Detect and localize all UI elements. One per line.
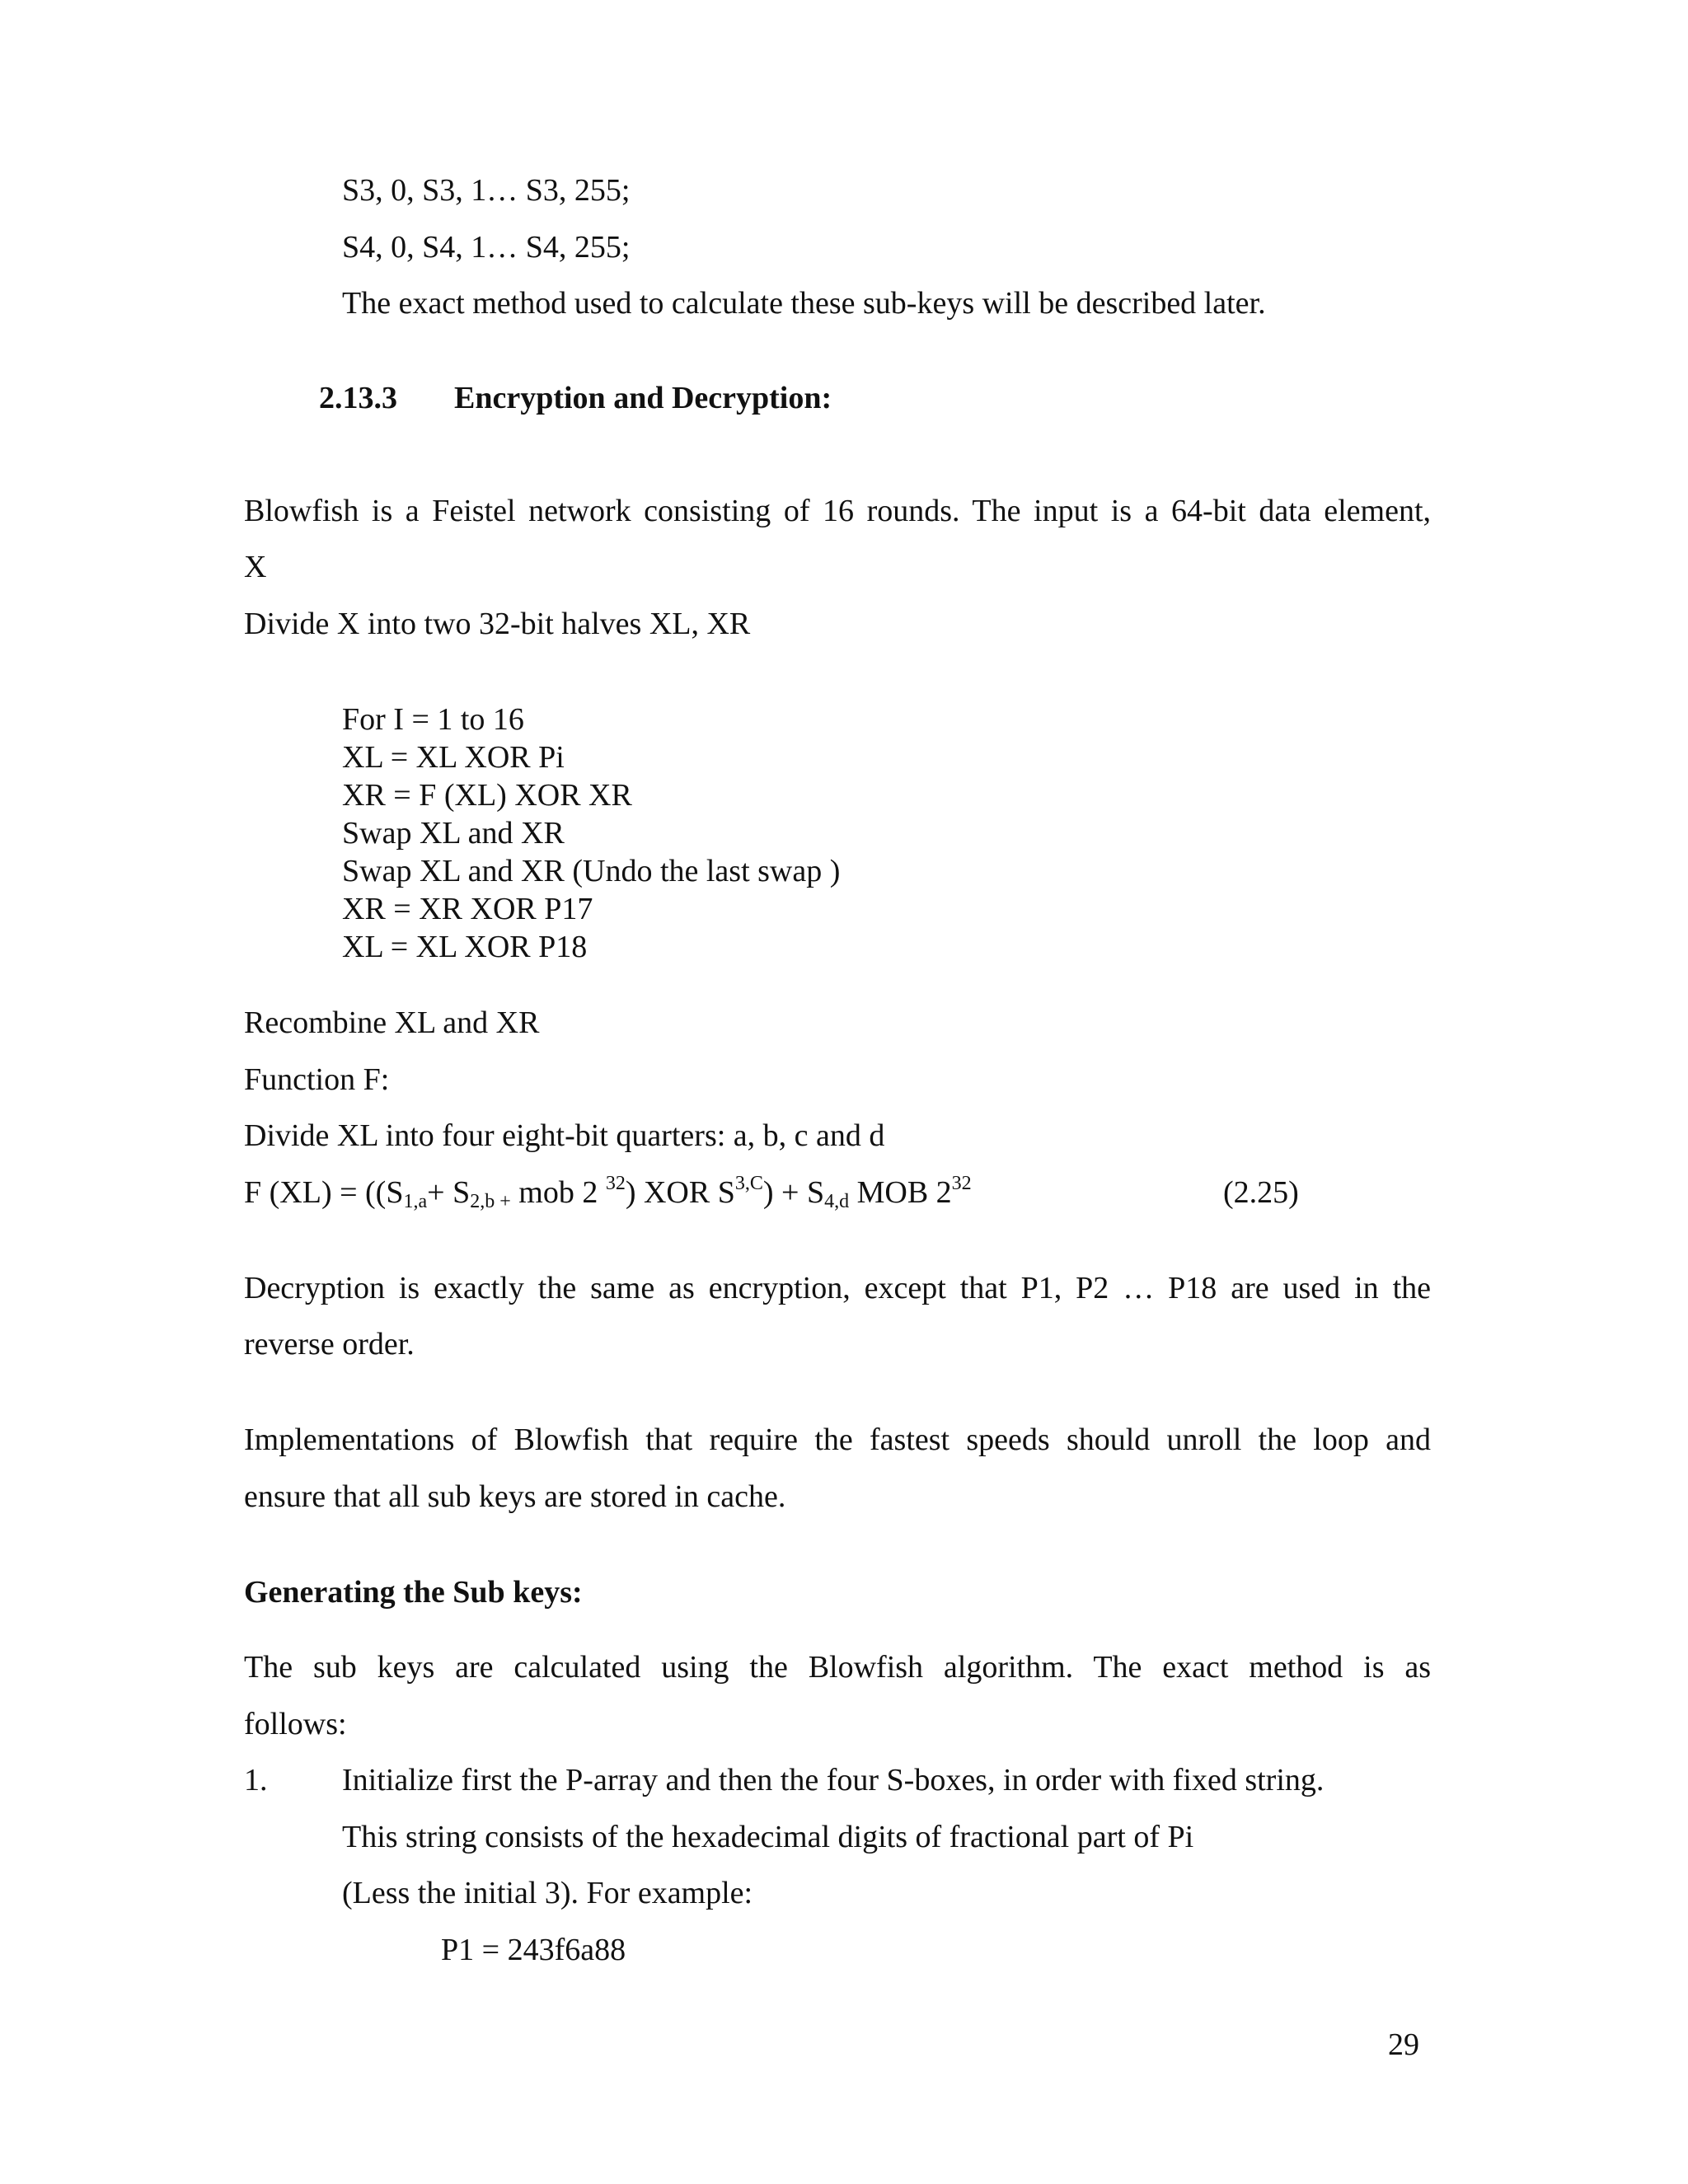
recombine-line: Recombine XL and XR	[244, 1005, 540, 1040]
decryption-line-2: reverse order.	[244, 1327, 415, 1361]
formula-superscript: 32	[605, 1173, 626, 1194]
intro-line-1: Blowfish is a Feistel network consisting of 16 rounds. The input is a 64-bit data element,	[244, 494, 1431, 528]
formula-part: mob 2	[510, 1175, 606, 1210]
list-item-line-3: (Less the initial 3). For example:	[342, 1876, 753, 1910]
formula	[244, 1174, 972, 1212]
formula-part: ) XOR S	[625, 1175, 735, 1210]
formula-part: + S	[427, 1175, 471, 1210]
intro-line-3: Divide X into two 32-bit halves XL, XR	[244, 607, 751, 641]
algorithm-line: XL = XL XOR Pi	[342, 740, 565, 775]
formula-subscript: 2,b +	[470, 1191, 511, 1212]
page-number: 29	[1388, 2027, 1419, 2062]
algorithm-line: XL = XL XOR P18	[342, 930, 588, 964]
function-f-line: Function F:	[244, 1062, 390, 1097]
decryption-line-1: Decryption is exactly the same as encryption, except that P1, P2 … P18 are used in the	[244, 1271, 1431, 1305]
formula-superscript: 3,C	[734, 1173, 763, 1194]
list-item-line-1: Initialize first the P-array and then the four S-boxes, in order with fixed string.	[342, 1763, 1325, 1797]
equation-number: (2.25)	[1223, 1175, 1299, 1210]
formula-subscript: 4,d	[824, 1191, 850, 1212]
formula-subscript: 1,a	[403, 1191, 428, 1212]
text-line-s4: S4, 0, S4, 1… S4, 255;	[342, 230, 631, 265]
list-item-line-2: This string consists of the hexadecimal digits of fractional part of Pi	[342, 1820, 1194, 1854]
example-line: P1 = 243f6a88	[441, 1933, 626, 1967]
formula-superscript: 32	[951, 1173, 972, 1194]
list-item-number: 1.	[244, 1763, 268, 1797]
formula-part: MOB 2	[849, 1175, 952, 1210]
text-line-s3: S3, 0, S3, 1… S3, 255;	[342, 173, 631, 208]
subkeys-line-2: follows:	[244, 1707, 347, 1741]
formula-part: ) + S	[762, 1175, 825, 1210]
algorithm-line: Swap XL and XR	[342, 816, 565, 851]
section-title: Encryption and Decryption:	[454, 381, 832, 415]
algorithm-line: XR = F (XL) XOR XR	[342, 778, 632, 813]
implementation-line-1: Implementations of Blowfish that require the fastest speeds should unroll the loop and	[244, 1422, 1431, 1457]
algorithm-line: XR = XR XOR P17	[342, 892, 593, 926]
divide-xl-line: Divide XL into four eight-bit quarters: a, b, c and d	[244, 1118, 885, 1153]
section-number: 2.13.3	[319, 381, 397, 415]
text-line-method: The exact method used to calculate these sub-keys will be described later.	[342, 286, 1266, 321]
intro-line-2: X	[244, 550, 267, 584]
implementation-line-2: ensure that all sub keys are stored in cache.	[244, 1479, 786, 1514]
algorithm-line: For I = 1 to 16	[342, 702, 524, 737]
formula-part: F (XL) = ((S	[244, 1175, 404, 1210]
algorithm-line: Swap XL and XR (Undo the last swap )	[342, 854, 841, 888]
subkeys-heading: Generating the Sub keys:	[244, 1575, 583, 1610]
subkeys-line-1: The sub keys are calculated using the Blowfish algorithm. The exact method is as	[244, 1650, 1431, 1685]
